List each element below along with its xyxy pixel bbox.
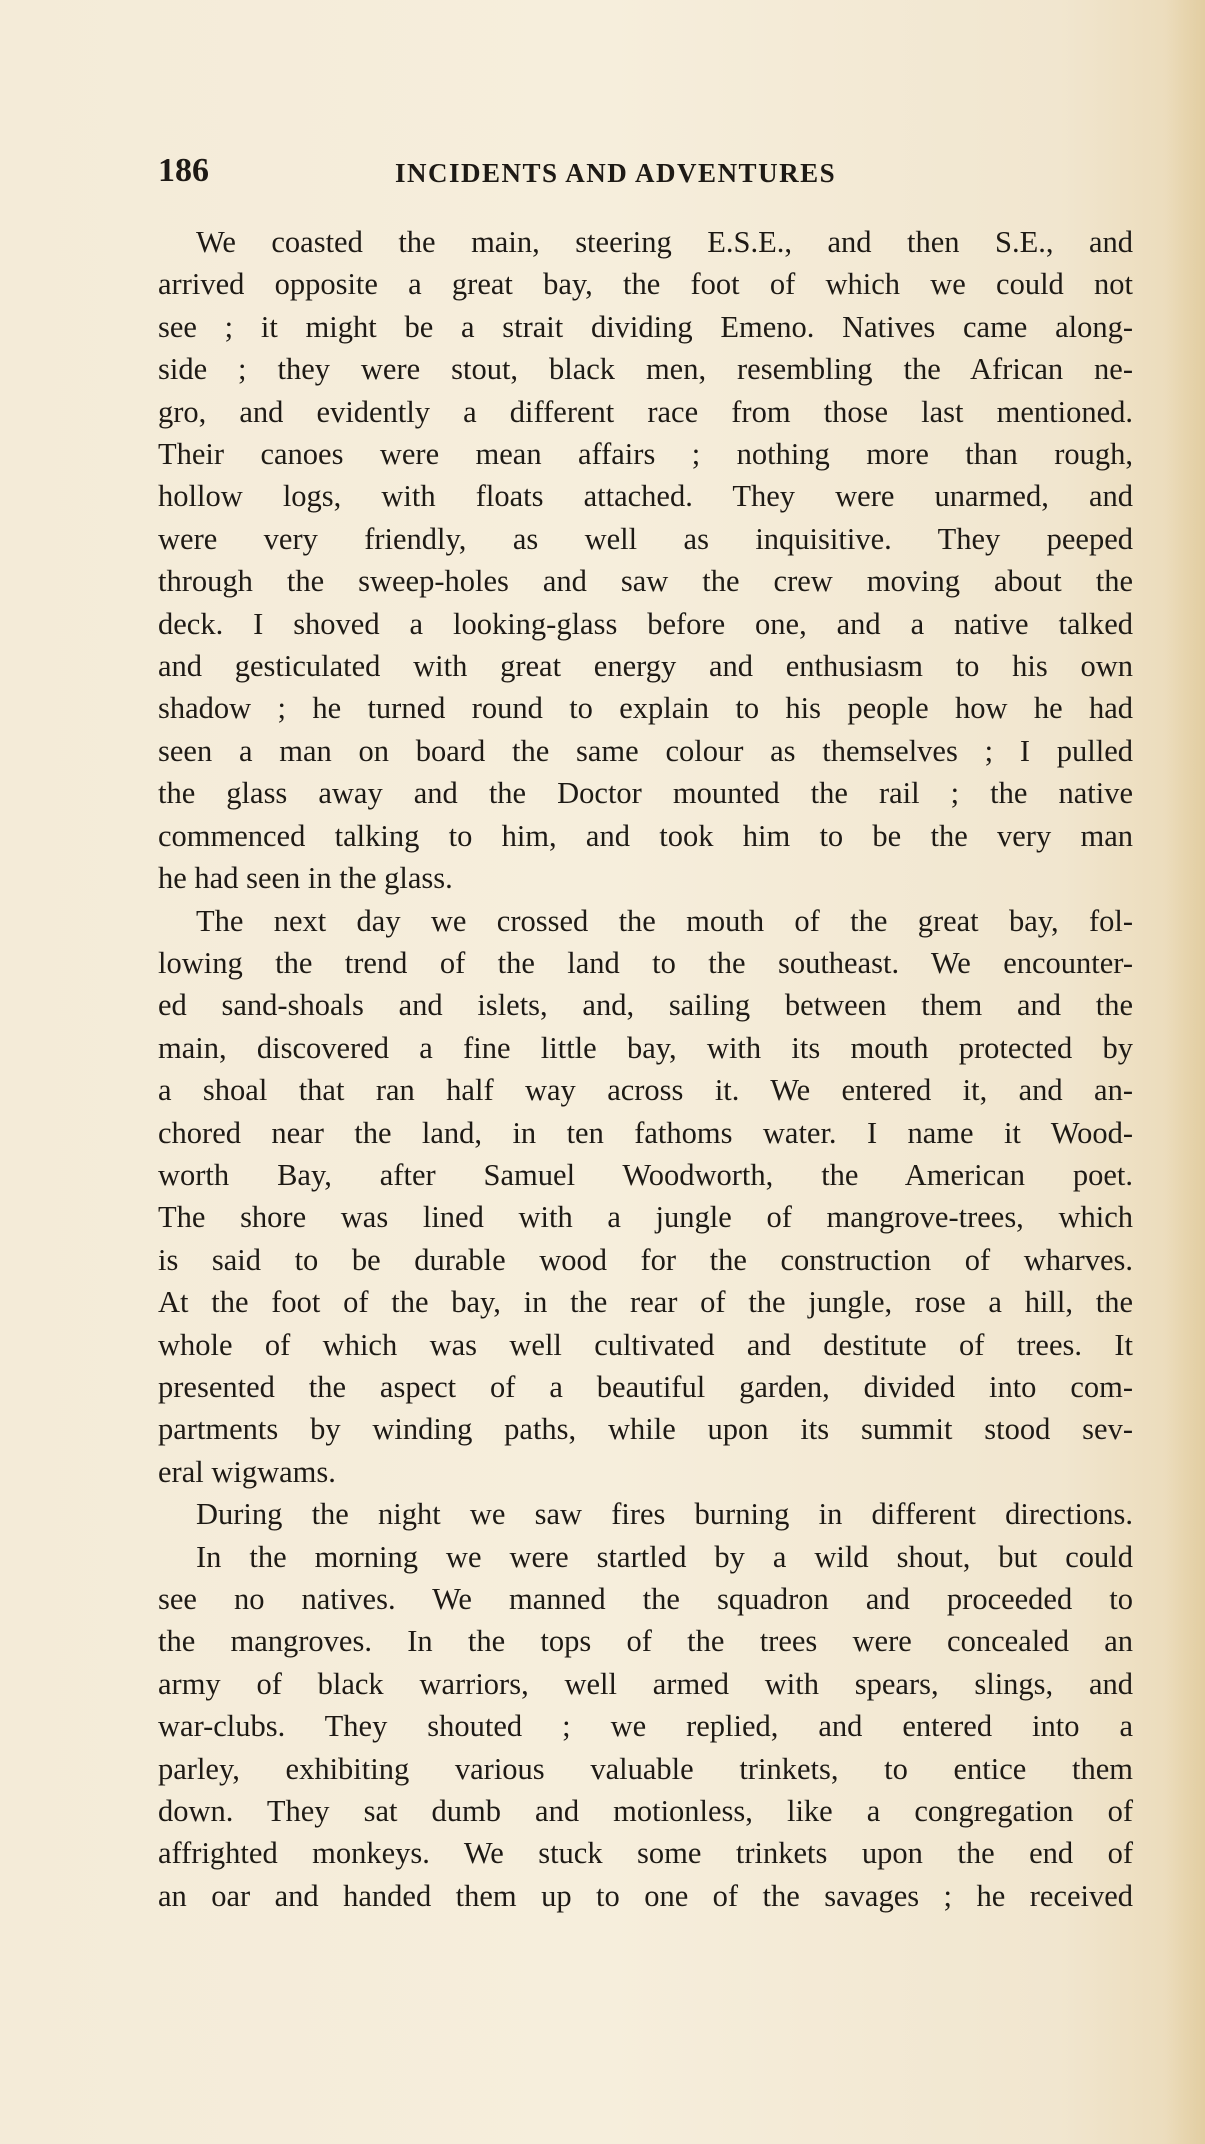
text-line: chored near the land, in ten fathoms water. I name it Wood- — [158, 1115, 1133, 1150]
text-line: were very friendly, as well as inquisitive. They peeped — [158, 521, 1133, 556]
text-line: eral wigwams. — [158, 1454, 336, 1489]
text-line: During the night we saw fires burning in different directions. — [196, 1497, 1133, 1532]
text-line: down. They sat dumb and motionless, like a congregation of — [158, 1794, 1133, 1829]
text-line: is said to be durable wood for the construction of wharves. — [158, 1242, 1133, 1277]
text-line: main, discovered a fine little bay, with its mouth protected by — [158, 1030, 1133, 1065]
body-text — [158, 221, 1133, 1917]
text-line: commenced talking to him, and took him to be the very man — [158, 818, 1133, 853]
text-line: seen a man on board the same colour as themselves ; I pulled — [158, 733, 1133, 768]
text-line: The next day we crossed the mouth of the great bay, fol- — [196, 903, 1133, 938]
text-line: through the sweep-holes and saw the crew moving about the — [158, 564, 1133, 599]
text-line: see ; it might be a strait dividing Emeno. Natives came along- — [158, 309, 1133, 344]
text-line: parley, exhibiting various valuable trinkets, to entice them — [158, 1751, 1133, 1786]
text-line: he had seen in the glass. — [158, 861, 453, 896]
text-line: the mangroves. In the tops of the trees were concealed an — [158, 1624, 1133, 1659]
text-line: the glass away and the Doctor mounted the rail ; the native — [158, 776, 1133, 811]
text-line: In the morning we were startled by a wild shout, but could — [196, 1539, 1133, 1574]
text-line: partments by winding paths, while upon its summit stood sev- — [158, 1412, 1133, 1447]
text-line: arrived opposite a great bay, the foot of which we could not — [158, 267, 1133, 302]
text-line: ed sand-shoals and islets, and, sailing between them and the — [158, 988, 1133, 1023]
paragraph — [158, 900, 1133, 1494]
page-header — [158, 152, 1133, 202]
text-line: lowing the trend of the land to the southeast. We encounter- — [158, 945, 1133, 980]
text-line: war-clubs. They shouted ; we replied, and entered into a — [158, 1709, 1133, 1744]
text-line: side ; they were stout, black men, resembling the African ne- — [158, 352, 1133, 387]
text-line: gro, and evidently a different race from those last mentioned. — [158, 394, 1133, 429]
text-line: see no natives. We manned the squadron and proceeded to — [158, 1582, 1133, 1616]
running-title: INCIDENTS AND ADVENTURES — [395, 158, 837, 188]
text-line: presented the aspect of a beautiful garden, divided into com- — [158, 1369, 1133, 1404]
text-line: deck. I shoved a looking-glass before one, and a native talked — [158, 606, 1133, 641]
text-line: affrighted monkeys. We stuck some trinkets upon the end of — [158, 1836, 1133, 1871]
text-line: whole of which was well cultivated and destitute of trees. It — [158, 1327, 1133, 1362]
paragraph — [158, 1536, 1133, 1918]
text-line: hollow logs, with floats attached. They were unarmed, and — [158, 479, 1133, 514]
text-line: worth Bay, after Samuel Woodworth, the American poet. — [158, 1157, 1133, 1192]
page-number: 186 — [158, 152, 209, 189]
text-line: The shore was lined with a jungle of mangrove-trees, which — [158, 1200, 1133, 1235]
text-line: Their canoes were mean affairs ; nothing more than rough, — [158, 437, 1133, 472]
paragraph — [158, 221, 1133, 900]
text-line: an oar and handed them up to one of the savages ; he received — [158, 1878, 1133, 1913]
text-line: a shoal that ran half way across it. We entered it, and an- — [158, 1073, 1133, 1108]
text-line: and gesticulated with great energy and enthusiasm to his own — [158, 649, 1133, 684]
paragraph — [158, 1493, 1133, 1535]
text-line: shadow ; he turned round to explain to his people how he had — [158, 691, 1133, 726]
text-line: army of black warriors, well armed with spears, slings, and — [158, 1666, 1133, 1701]
page-edge-shadow — [1165, 0, 1205, 2144]
text-line: At the foot of the bay, in the rear of the jungle, rose a hill, the — [158, 1285, 1133, 1320]
text-line: We coasted the main, steering E.S.E., and then S.E., and — [196, 225, 1133, 259]
